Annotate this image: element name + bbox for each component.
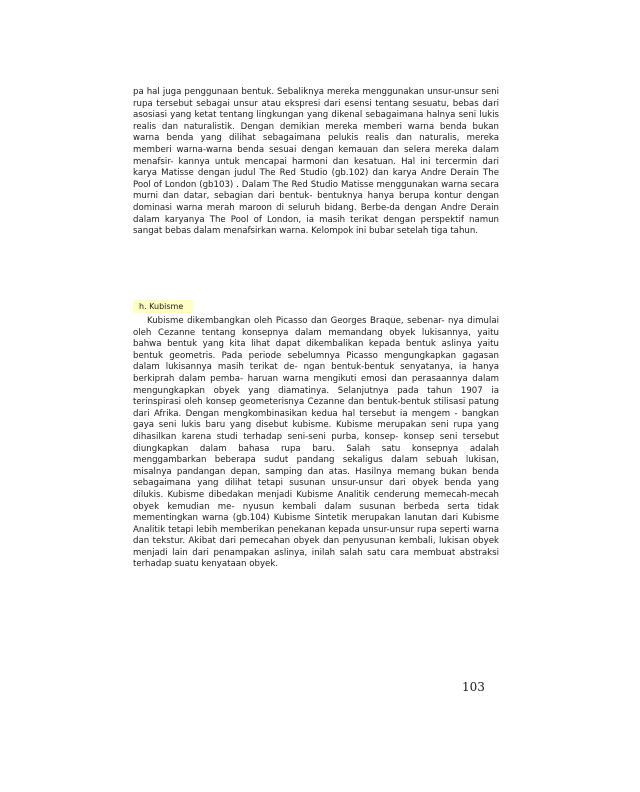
- body-paragraph-kubisme: Kubisme dikembangkan oleh Picasso dan Georges Braque, sebenar- nya dimulai oleh Cezanne tentang konsepnya dalam memandang obyek lukisannya, yaitu bahwa bentuk yang kita lihat dapat dikembalikan kepada bentuk aslinya yaitu bentuk geometris. Pada periode sebelumnya Picasso mengungkapkan gagasan dalam lukisannya masih terikat de- ngan bentuk-bentuk senyatanya, ia hanya berkiprah dalam pemba- haruan warna mengikuti emosi dan perasaannya dalam mengungkapkan obyek yang diamatinya. Selanjutnya pada tahun 1907 ia terinspirasi oleh konsep geometerisnya Cezanne dan bentuk-bentuk stilisasi patung dari Afrika. Dengan mengkombinasikan kedua hal tersebut ia mengem - bangkan gaya seni lukis baru yang disebut kubisme. Kubisme merupakan seni rupa yang dihasilkan karena studi terhadap seni-seni purba, konsep- konsep seni tersebut diungkapkan dalam bahasa rupa baru. Salah satu konsepnya adalah menggambarkan beberapa sudut pandang sekaligus dalam sebuah lukisan, misalnya pandangan depan, samping dan atas. Hasilnya memang bukan benda sebagaimana yang dilihat tetapi susunan unsur-unsur dari obyek benda yang dilukis. Kubisme dibedakan menjadi Kubisme Analitik cenderung memecah-mecah obyek kemudian me- nyusun kembali dalam susunan berbeda serta tidak mementingkan warna (gb.104) Kubisme Sintetik merupakan lanutan dari Kubisme Analitik tetapi lebih memberikan penekanan kepada unsur-unsur rupa seperti warna dan tekstur. Akibat dari pemecahan obyek dan penyusunan kembali, lukisan obyek menjadi lain dari penampakan aslinya, inilah salah satu cara membuat abstraksi terhadap suatu kenyataan obyek.: [133, 316, 499, 570]
- section-heading-kubisme: h. Kubisme: [133, 300, 193, 313]
- page-number: 103: [462, 680, 485, 694]
- body-paragraph-fauvism: pa hal juga penggunaan bentuk. Sebaliknya mereka menggunakan unsur-unsur seni rupa tersebut sebagai unsur atau ekspresi dari esensi tentang sesuatu, bebas dari asosiasi yang ketat tentang lingkungan yang dikenal sebagaimana halnya seni lukis realis dan naturalistik. Dengan demikian mereka memberi warna benda bukan warna benda yang dilihat sebagaimana pelukis realis dan naturalis, mereka memberi warna-warna benda sesuai dengan kemauan dan selera mereka dalam menafsir- kannya untuk mencapai harmoni dan kesatuan. Hal ini tercermin dari karya Matisse dengan judul The Red Studio (gb.102) dan karya Andre Derain The Pool of London (gb103) . Dalam The Red Studio Matisse menggunakan warna secara murni dan datar, sebagian dari bentuk- bentuknya hanya berupa kontur dengan dominasi warna merah maroon di seluruh bidang. Berbe-da dengan Andre Derain dalam karyanya The Pool of London, ia masih terikat dengan perspektif namun sangat bebas dalam menafsirkan warna. Kelompok ini bubar setelah tiga tahun.: [133, 87, 499, 237]
